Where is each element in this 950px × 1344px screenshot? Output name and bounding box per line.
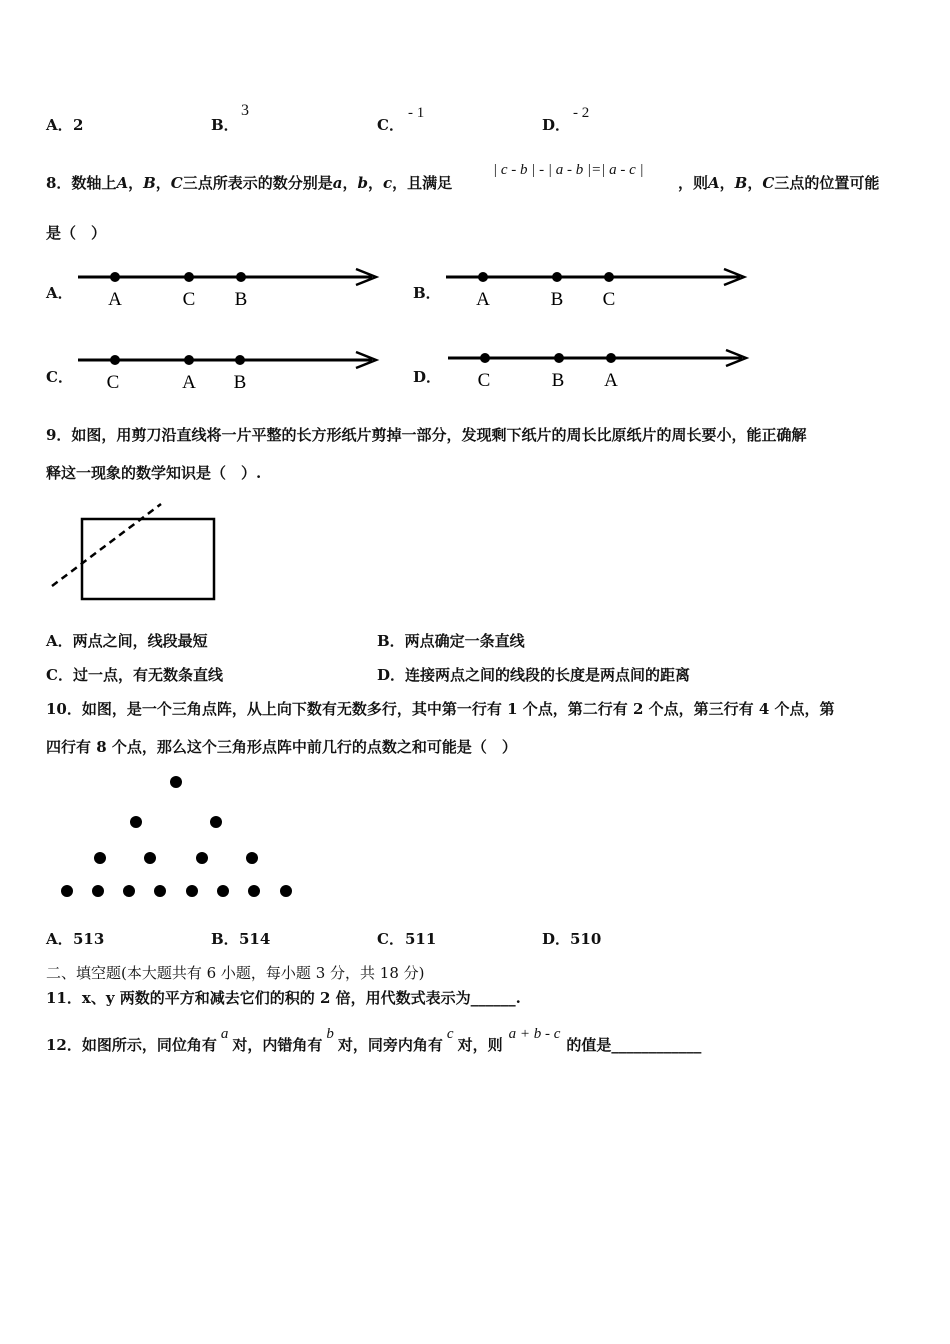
q8-option-c-label: C． [46,368,73,386]
paper-rectangle [82,519,214,599]
q10-option-d-label: D． [542,930,571,948]
q8-stem-start: 8．数轴上 [46,174,117,192]
q8-after-var-C: C [762,174,775,192]
q10-option-d-value: 510 [570,930,602,948]
point-label: A [108,289,122,310]
q10-option-b-value: 514 [239,930,271,948]
q8-option-d-number-line [442,343,752,393]
triangle-dot [144,852,156,864]
q7-option-d-label: D． [542,116,571,134]
point-dot [604,272,614,282]
q8-option-b-label: B． [413,284,441,302]
point-dot [236,272,246,282]
point-label: C [106,372,120,393]
q7-option-c-label: C． [377,116,404,134]
triangle-dot [210,816,222,828]
q12-stem [46,1026,702,1054]
point-label: C [602,289,616,310]
point-dot [184,355,194,365]
q12-answer-blank: 的值是____________ [566,1036,702,1054]
triangle-dot [217,885,229,897]
triangle-dot [248,885,260,897]
q8-stem-cond: ，且满足 [392,174,453,192]
triangle-dot [61,885,73,897]
q8-after-var-B: B [734,174,748,192]
q12-part: 对，则 [457,1036,503,1054]
q7-option-b-label: B． [211,116,239,134]
q7-option-d-value: - 2 [573,105,590,121]
q8-var-A: A [116,174,129,192]
q12-part: 12．如图所示，同位角有 [46,1036,217,1054]
point-label: A [182,372,196,393]
q12-part: 对，同旁内角有 [337,1036,443,1054]
q10-option-a-value: 513 [73,930,105,948]
q8-var-a: a [332,174,343,192]
q10-option-c-label: C． [377,930,404,948]
q9-option-d: D．连接两点之间的线段的长度是两点间的距离 [377,666,691,684]
q7-option-a-value: 2 [73,116,84,134]
section-heading: 二、填空题(本大题共有 6 小题，每小题 3 分，共 18 分) [46,964,425,982]
point-label: B [234,289,248,310]
q8-var-C: C [170,174,183,192]
point-dot [554,353,564,363]
point-label: B [551,370,565,391]
q8-option-b-number-line [440,262,750,312]
triangle-dot [94,852,106,864]
q8-var-B: B [143,174,156,192]
q8-stem-mid: 三点所表示的数分别是 [182,174,333,192]
q8-after-var-A: A [708,174,720,192]
q9-option-a: A．两点之间，线段最短 [46,632,208,650]
point-dot [480,353,490,363]
point-dot [184,272,194,282]
point-dot [606,353,616,363]
q10-dot-triangle [48,768,308,908]
q8-option-a-number-line [72,262,382,312]
q8-var-b: b [357,174,369,192]
q8-var-c: c [383,174,393,192]
q8-sep: ， [719,174,735,192]
point-label: C [477,370,491,391]
q8-sep: ， [128,174,144,192]
q7-option-a-label: A． [46,116,73,134]
point-label: B [550,289,564,310]
q11-text: 11．x、y 两数的平方和减去它们的积的 2 倍，用代数式表示为______. [46,989,521,1007]
q9-option-c: C．过一点，有无数条直线 [46,666,223,684]
q8-sep: ， [155,174,171,192]
triangle-dot [154,885,166,897]
point-dot [110,355,120,365]
q10-option-c-value: 511 [405,930,437,948]
q10-stem-line1: 10．如图，是一个三角点阵，从上向下数有无数多行，其中第一行有 1 个点，第二行有 2 个点，第三行有 4 个点，第 [46,700,835,718]
point-dot [478,272,488,282]
triangle-dot [170,776,182,788]
triangle-dot [196,852,208,864]
q8-option-a-label: A． [46,284,73,302]
q8-option-d-label: D． [413,368,442,386]
q12-var-c: c [446,1026,454,1042]
triangle-dot [130,816,142,828]
q8-stem-after [678,176,879,191]
point-label: B [233,372,247,393]
triangle-dot [186,885,198,897]
q8-option-c-number-line [72,345,382,395]
q12-part: 对，内错角有 [232,1036,323,1054]
q8-stem-line2: 是（ ） [46,224,107,242]
q9-stem-line1: 9．如图，用剪刀沿直线将一片平整的长方形纸片剪掉一部分，发现剩下纸片的周长比原纸片的周长要小，能正确解 [46,426,807,444]
q12-expression: a + b - c [508,1026,561,1042]
triangle-dot [246,852,258,864]
triangle-dot [280,885,292,897]
point-dot [552,272,562,282]
q12-var-a: a [220,1026,229,1042]
point-dot [235,355,245,365]
triangle-dot [92,885,104,897]
triangle-dot [123,885,135,897]
q8-after-start: ，则 [678,174,709,192]
q8-formula: | c - b | - | a - b |=| a - c | [493,162,644,178]
q7-option-b-value: 3 [241,102,249,119]
q8-stem [46,176,452,191]
q9-paper-figure [48,500,223,605]
q9-stem-line2: 释这一现象的数学知识是（ ）. [46,464,262,482]
q10-stem-line2: 四行有 8 个点，那么这个三角形点阵中前几行的点数之和可能是（ ） [46,738,517,756]
point-label: A [604,370,618,391]
q7-option-c-value: - 1 [408,105,425,121]
q10-option-b-label: B． [211,930,239,948]
point-label: C [182,289,196,310]
q12-var-b: b [326,1026,334,1042]
q9-option-b: B．两点确定一条直线 [377,632,525,650]
q8-sep: ， [368,174,384,192]
point-label: A [476,289,490,310]
q8-sep: ， [342,174,358,192]
cut-line [52,504,161,586]
point-dot [110,272,120,282]
q8-sep: ， [747,174,763,192]
q8-after-tail: 三点的位置可能 [774,174,880,192]
q10-option-a-label: A． [46,930,73,948]
